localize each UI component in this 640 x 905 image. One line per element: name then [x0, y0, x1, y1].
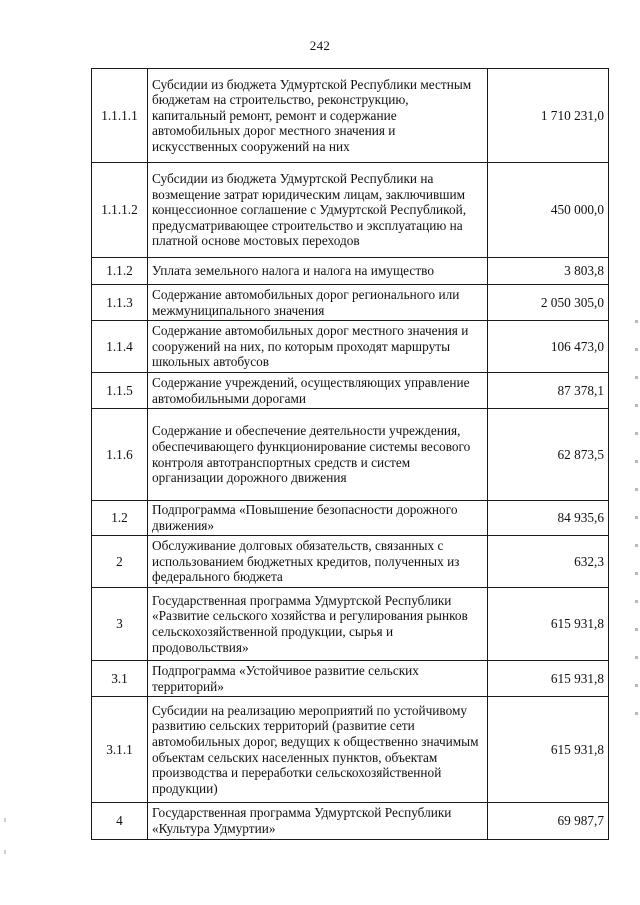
scan-edge-mark	[635, 656, 638, 659]
table-row	[92, 588, 609, 661]
row-name: Субсидии на реализацию мероприятий по устойчивому развитию сельских территорий (развитие сети автомобильных дорог, ведущих к общественно значимым объектам сельских населенных пунктов, объектам производства и переработки сельскохозяйственной продукции)	[148, 697, 488, 803]
row-amount: 87 378,1	[488, 373, 609, 409]
row-name: Государственная программа Удмуртской Республики «Развитие сельского хозяйства и регулирования рынков сельскохозяйственной продукции, сырья и продовольствия»	[148, 588, 488, 661]
scan-edge-mark	[635, 516, 638, 519]
row-amount: 615 931,8	[488, 697, 609, 803]
row-code: 1.1.1.1	[92, 69, 148, 163]
row-name: Обслуживание долговых обязательств, связанных с использованием бюджетных кредитов, полученных из федерального бюджета	[148, 536, 488, 588]
row-code: 3.1	[92, 661, 148, 697]
row-name: Подпрограмма «Устойчивое развитие сельских территорий»	[148, 661, 488, 697]
table-row	[92, 163, 609, 258]
row-amount: 106 473,0	[488, 321, 609, 373]
scan-edge-mark	[635, 572, 638, 575]
row-amount: 84 935,6	[488, 501, 609, 536]
row-amount: 3 803,8	[488, 258, 609, 285]
row-name: Содержание учреждений, осуществляющих управление автомобильными дорогами	[148, 373, 488, 409]
scan-edge-mark	[635, 488, 638, 491]
scan-edge-mark	[635, 432, 638, 435]
row-name: Субсидии из бюджета Удмуртской Республики на возмещение затрат юридическим лицам, заключившим концессионное соглашение с Удмуртской Республикой, предусматривающее строительство и эксплуатацию на платной основе мостовых переходов	[148, 163, 488, 258]
row-amount: 69 987,7	[488, 803, 609, 840]
row-code: 4	[92, 803, 148, 840]
row-amount: 1 710 231,0	[488, 69, 609, 163]
row-name: Содержание автомобильных дорог регионального или межмуниципального значения	[148, 285, 488, 321]
table-row	[92, 501, 609, 536]
table-row	[92, 69, 609, 163]
row-code: 1.1.5	[92, 373, 148, 409]
row-name: Уплата земельного налога и налога на имущество	[148, 258, 488, 285]
table-row	[92, 536, 609, 588]
page-number: 242	[309, 38, 331, 53]
budget-table	[91, 68, 609, 840]
row-code: 1.2	[92, 501, 148, 536]
scan-edge-mark	[635, 600, 638, 603]
table-row	[92, 661, 609, 697]
row-code: 1.1.6	[92, 409, 148, 501]
scan-edge-mark	[635, 684, 638, 687]
row-code: 3.1.1	[92, 697, 148, 803]
table-row	[92, 258, 609, 285]
row-amount: 450 000,0	[488, 163, 609, 258]
row-name: Государственная программа Удмуртской Республики «Культура Удмуртии»	[148, 803, 488, 840]
row-amount: 62 873,5	[488, 409, 609, 501]
table-row	[92, 803, 609, 840]
row-name: Содержание автомобильных дорог местного значения и сооружений на них, по которым проходят маршруты школьных автобусов	[148, 321, 488, 373]
row-amount: 632,3	[488, 536, 609, 588]
table-row	[92, 321, 609, 373]
scan-edge-mark	[635, 348, 638, 351]
table-row	[92, 373, 609, 409]
row-code: 3	[92, 588, 148, 661]
table-row	[92, 409, 609, 501]
scan-edge-mark	[4, 818, 6, 822]
budget-table-body	[92, 69, 609, 840]
row-code: 1.1.1.2	[92, 163, 148, 258]
row-amount: 2 050 305,0	[488, 285, 609, 321]
row-amount: 615 931,8	[488, 661, 609, 697]
row-code: 1.1.3	[92, 285, 148, 321]
row-name: Субсидии из бюджета Удмуртской Республики местным бюджетам на строительство, реконструкцию, капитальный ремонт, ремонт и содержание автомобильных дорог местного значения и искусственных сооружений на них	[148, 69, 488, 163]
scan-edge-mark	[635, 404, 638, 407]
scan-edge-mark	[635, 628, 638, 631]
scan-edge-mark	[4, 850, 6, 854]
row-code: 1.1.4	[92, 321, 148, 373]
row-code: 2	[92, 536, 148, 588]
row-amount: 615 931,8	[488, 588, 609, 661]
scan-edge-mark	[635, 320, 638, 323]
scan-edge-mark	[635, 544, 638, 547]
row-name: Содержание и обеспечение деятельности учреждения, обеспечивающего функционирование системы весового контроля автотранспортных средств и систем организации дорожного движения	[148, 409, 488, 501]
table-row	[92, 697, 609, 803]
row-name: Подпрограмма «Повышение безопасности дорожного движения»	[148, 501, 488, 536]
scan-edge-mark	[635, 376, 638, 379]
table-row	[92, 285, 609, 321]
scan-edge-mark	[635, 460, 638, 463]
scan-edge-mark	[635, 712, 638, 715]
row-code: 1.1.2	[92, 258, 148, 285]
